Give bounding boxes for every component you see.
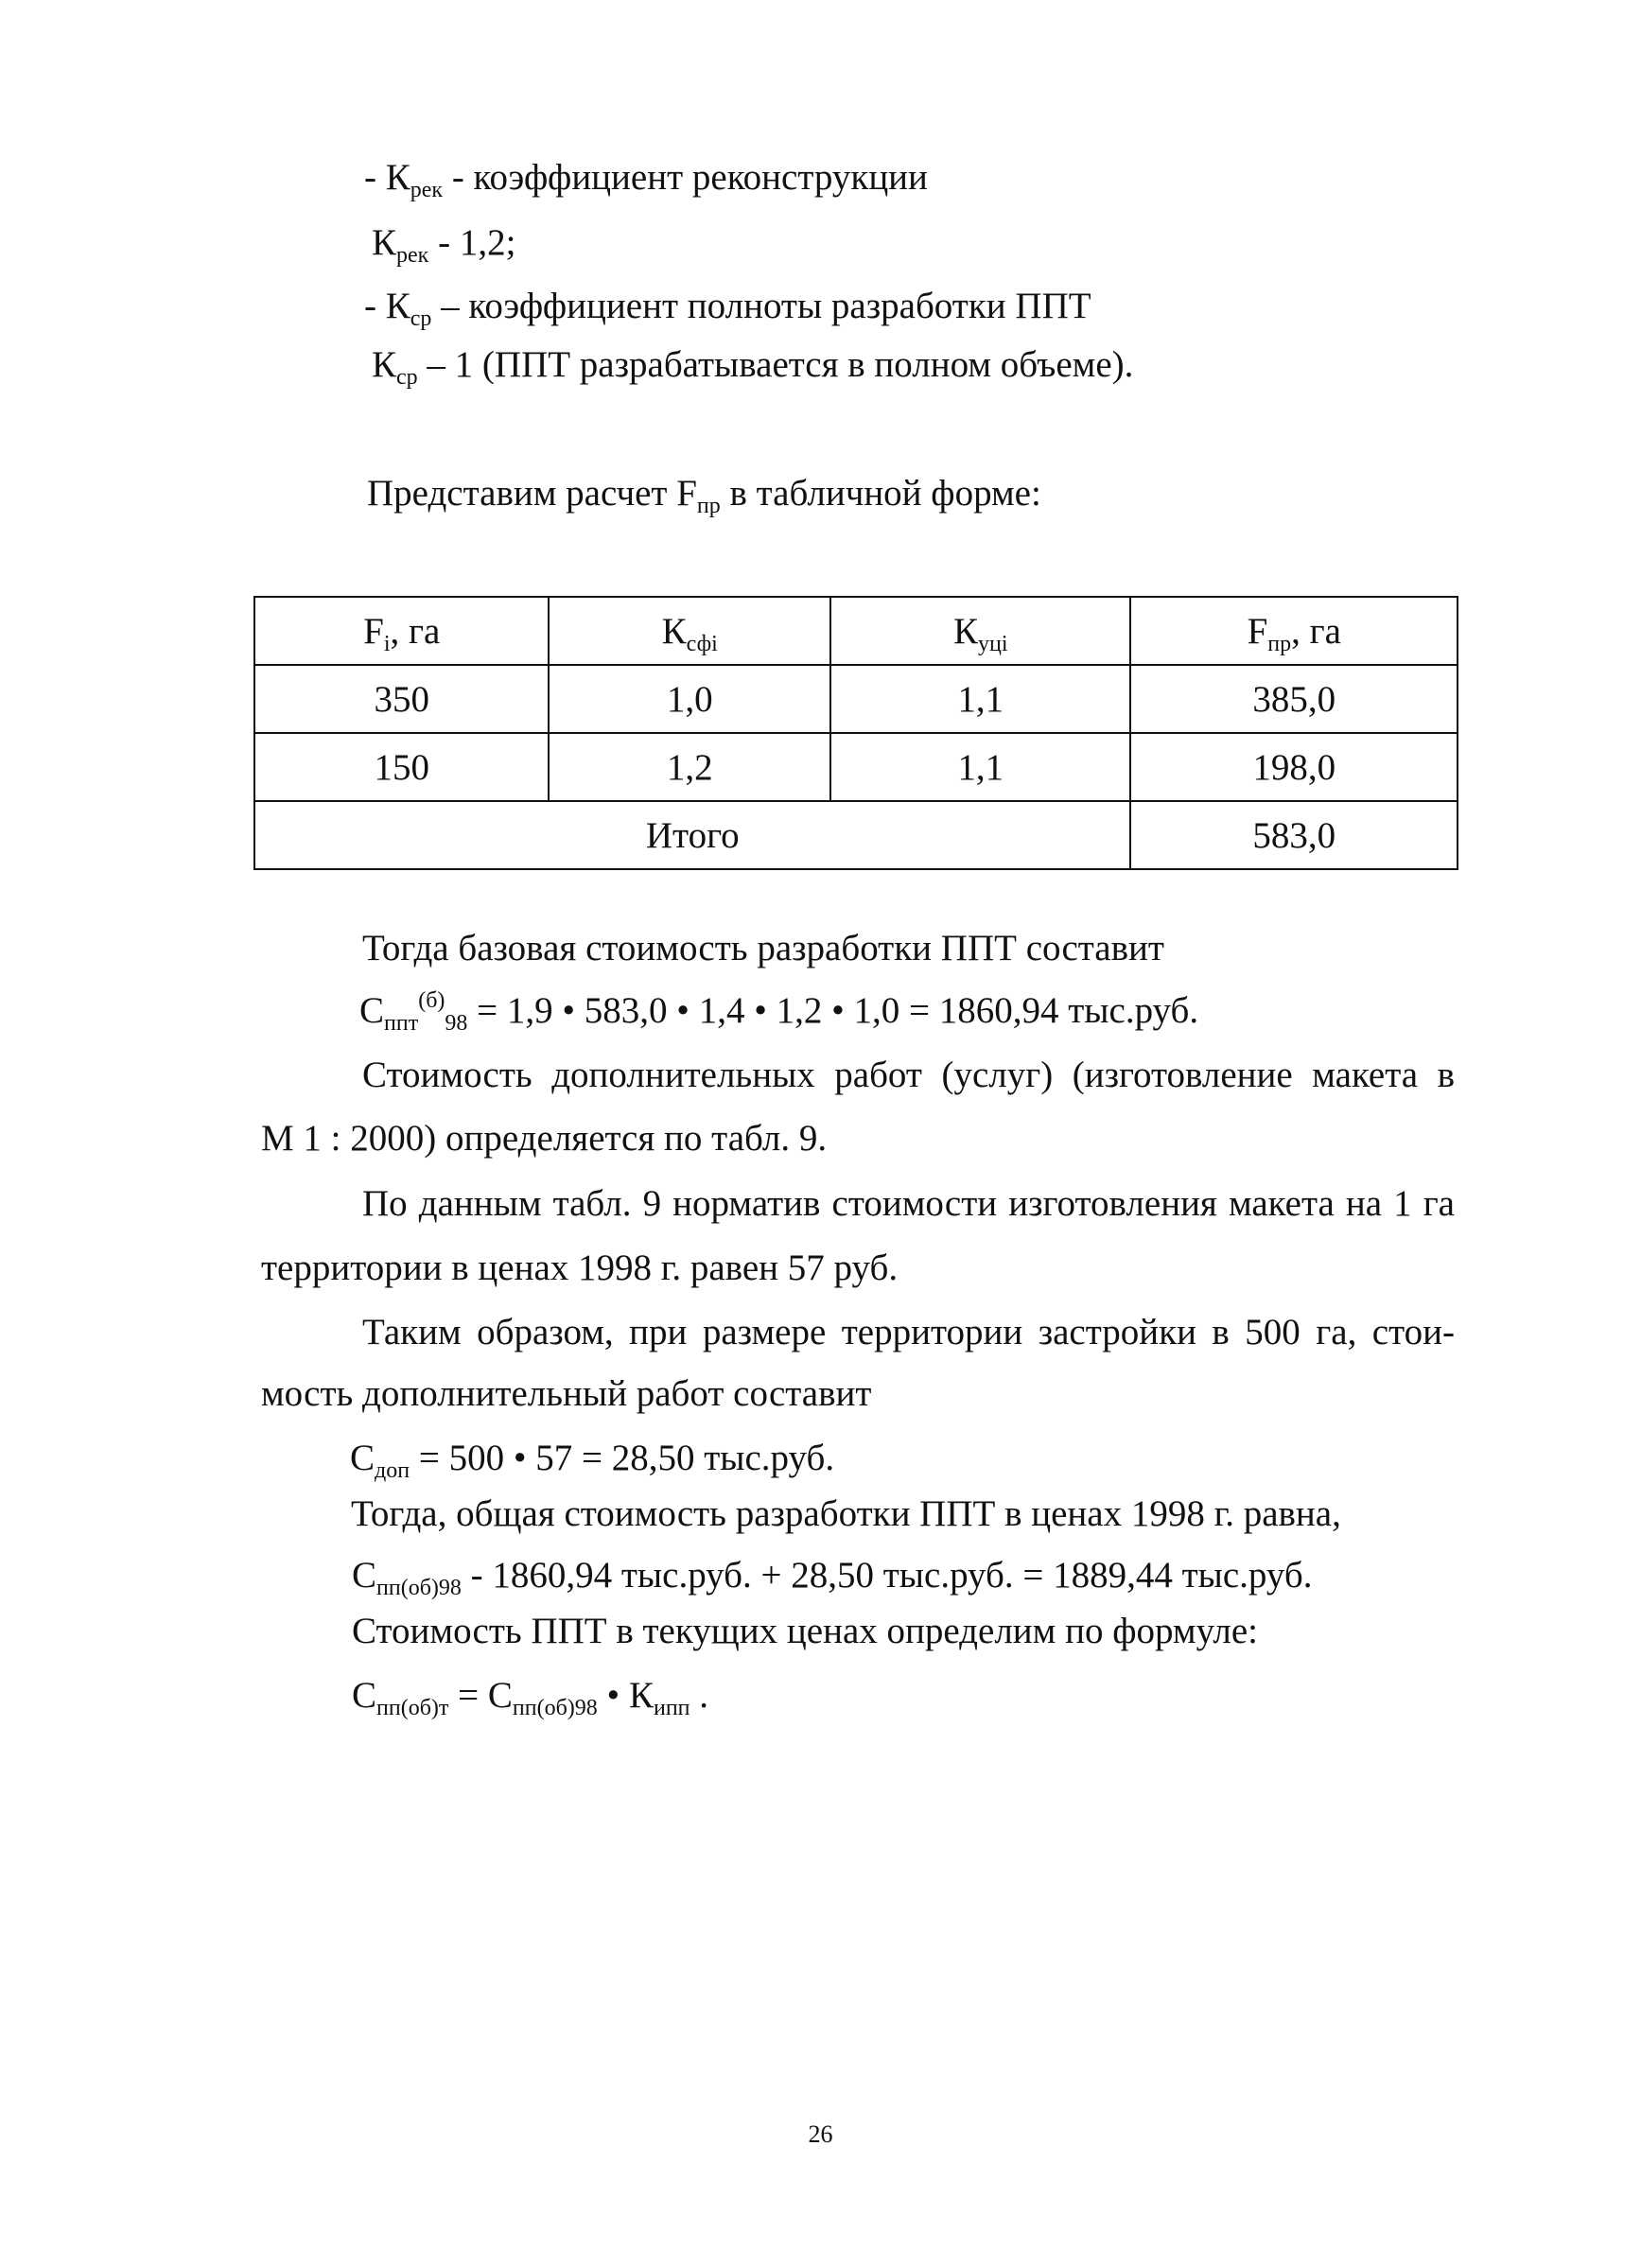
page-number: 26 <box>808 2120 833 2148</box>
formula-additional-cost: $С_{доп} = 500$ • 57 = 28,50 тыс.руб. <box>350 1438 835 1483</box>
cell-kuci: 1,1 <box>830 665 1130 733</box>
definition-ksr: - $К_{ср}$ – коэффициент полноты разработки ППТ <box>364 286 1091 331</box>
paragraph-territory: Таким образом, при размере территории застройки в 500 га, стои- <box>362 1312 1455 1352</box>
paragraph-total-cost: Тогда, общая стоимость разработки ППТ в ценах 1998 г. равна, <box>351 1493 1341 1534</box>
table-row <box>254 665 1458 733</box>
total-value: 583,0 <box>1130 801 1458 869</box>
header-kuci: $К_{уцi}$ <box>830 597 1130 665</box>
paragraph-norm-cont: территории в ценах 1998 г. равен 57 руб. <box>261 1247 899 1288</box>
paragraph-additional-works: Стоимость дополнительных работ (услуг) (изготовление макета в <box>362 1055 1455 1095</box>
cell-fi: 350 <box>254 665 549 733</box>
header-fi: $F_i$, га <box>254 597 549 665</box>
cell-ksfi: 1,2 <box>549 733 830 801</box>
formula-base-cost: $С_{ппт}^{(б)}_{98} = 1,9$ • 583,0 • 1,4 • 1,2 • 1,0 = 1860,94 тыс.руб. <box>359 988 1199 1036</box>
cell-ksfi: 1,0 <box>549 665 830 733</box>
formula-total-cost: $С_{пп(об)98} - 1860,94$ тыс.руб. + 28,50 тыс.руб. = 1889,44 тыс.руб. <box>352 1555 1313 1600</box>
paragraph-base-cost: Тогда базовая стоимость разработки ППТ составит <box>362 928 1164 968</box>
value-krek: $К_{рек} - 1,2$; <box>372 222 516 268</box>
formula-current-prices: $С_{пп(об)т} = С_{пп(об)98}$ • $К_{ипп}$ . <box>352 1675 708 1720</box>
definition-krek: - $К_{рек}$ - коэффициент реконструкции <box>364 157 928 202</box>
cell-fi: 150 <box>254 733 549 801</box>
value-ksr: $К_{ср} - 1$ (ППТ разрабатывается в полном объеме). <box>372 344 1134 390</box>
cell-fpr: 198,0 <box>1130 733 1458 801</box>
header-ksfi: $К_{сфi}$ <box>549 597 830 665</box>
table-header-row <box>254 597 1458 665</box>
calculation-table <box>253 596 1458 870</box>
total-label: Итого <box>254 801 1130 869</box>
header-fpr: $F_{пр}$, га <box>1130 597 1458 665</box>
cell-fpr: 385,0 <box>1130 665 1458 733</box>
table-total-row <box>254 801 1458 869</box>
table-intro: Представим расчет $F_{пр}$ в табличной форме: <box>367 473 1041 518</box>
paragraph-territory-cont: мость дополнительный работ составит <box>261 1373 872 1414</box>
table-row <box>254 733 1458 801</box>
cell-kuci: 1,1 <box>830 733 1130 801</box>
paragraph-current-prices: Стоимость ППТ в текущих ценах определим по формуле: <box>352 1611 1258 1651</box>
paragraph-norm: По данным табл. 9 норматив стоимости изготовления макета на 1 га <box>362 1183 1455 1224</box>
paragraph-additional-works-cont: М 1 : 2000) определяется по табл. 9. <box>261 1118 828 1159</box>
